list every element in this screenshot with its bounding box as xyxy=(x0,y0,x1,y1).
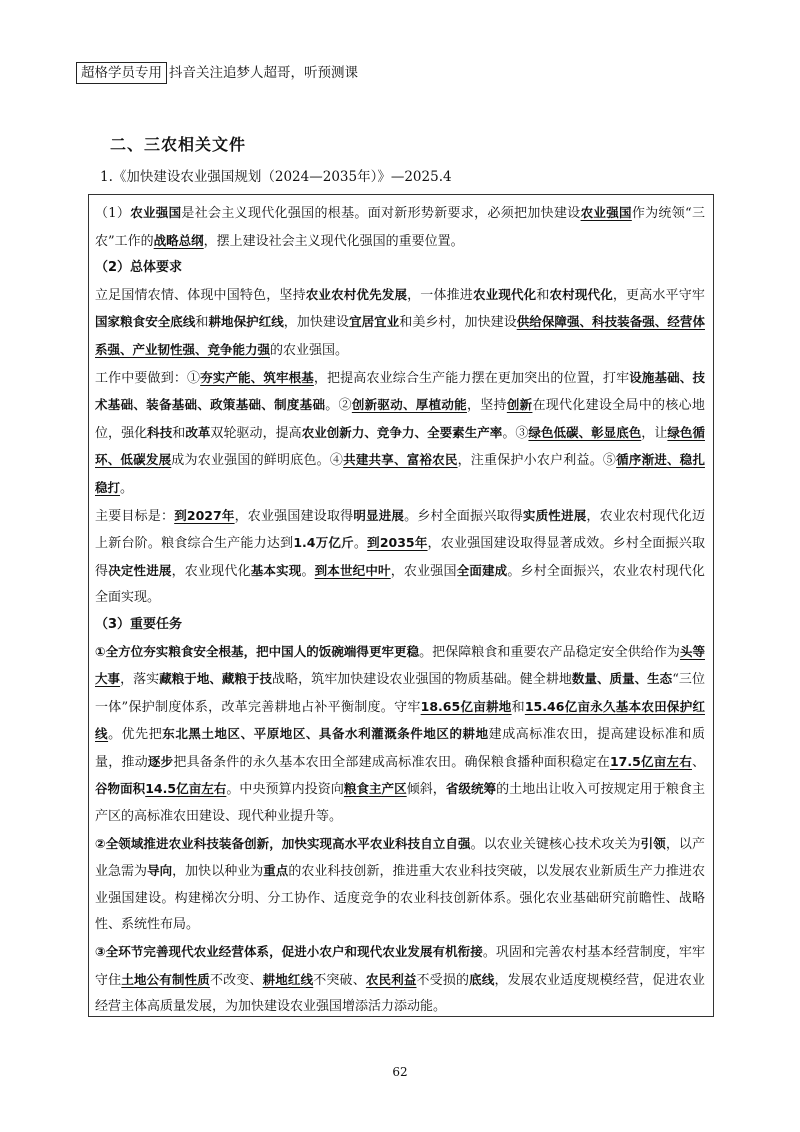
text-run: 是社会主义现代化强国的根基。面对新形势新要求，必须把加快建设 xyxy=(181,206,581,221)
text-run: 和 xyxy=(172,425,186,441)
emphasis-underlined: 绿色循环、低碳发展 xyxy=(95,424,705,468)
emphasis-bold: 农业现代化 xyxy=(472,286,537,302)
emphasis-underlined: 夯实产能、筑牢根基 xyxy=(200,369,314,385)
text-run: ，农业强国 xyxy=(390,563,457,579)
text-run: （1） xyxy=(95,206,131,221)
emphasis-underlined: 供给保障强、科技装备强、经营体系强、产业韧性强、竞争能力强 xyxy=(95,314,705,357)
text-run: ，摆上建设社会主义现代化强国的重要位置。 xyxy=(203,233,464,249)
emphasis-underlined: 到2027年 xyxy=(174,507,235,523)
text-run: ，坚持 xyxy=(466,398,507,414)
text-run: 。巩固和完善农村基本经营制度，牢牢守住 xyxy=(95,945,705,988)
text-run: “三位一体”保护制度体系，改革完善耕地占补平衡制度。守牢 xyxy=(95,672,705,715)
emphasis-bold: 决定性进展 xyxy=(108,562,172,578)
paragraph-6 xyxy=(95,831,705,939)
emphasis-bold: 农业农村优先发展 xyxy=(305,286,408,302)
emphasis-underlined: 创新驱动、厚植动能 xyxy=(351,397,467,413)
text-run: 立足国情农情、体现中国特色，坚持 xyxy=(95,287,306,303)
emphasis-underlined: 战略总纲 xyxy=(153,232,204,248)
emphasis-underlined: 农民利益 xyxy=(365,971,417,987)
emphasis-underlined: 土地公有制性质 xyxy=(121,971,210,987)
emphasis-underlined: 到本世纪中叶 xyxy=(314,562,391,578)
text-run: ，以产业急需为 xyxy=(95,836,705,880)
emphasis-underlined: 耕地红线 xyxy=(262,971,314,987)
emphasis-bold: 宜居宜业 xyxy=(349,314,400,330)
text-run: 、 xyxy=(691,754,705,770)
emphasis-bold: ①全方位夯实粮食安全根基，把中国人的饭碗端得更牢更稳 xyxy=(95,643,420,659)
emphasis-underlined: 农业强国 xyxy=(580,205,632,220)
emphasis-bold: ③全环节完善现代农业经营体系，促进小农户和现代农业发展有机衔接 xyxy=(95,944,483,960)
emphasis-underlined: 18.65亿亩耕地 xyxy=(420,698,512,714)
text-run: 。 xyxy=(120,480,134,496)
emphasis-bold: 重点 xyxy=(263,863,289,879)
text-run: ，农业强国建设取得 xyxy=(234,508,354,524)
text-run: 。把保障粮食和重要农产品稳定安全供给作为 xyxy=(419,644,680,660)
emphasis-underlined: 15.46亿亩永久基本农田保护红线 xyxy=(95,698,705,742)
content-box xyxy=(88,194,714,1017)
paragraph-3 xyxy=(95,365,705,503)
emphasis-bold: 底线 xyxy=(469,971,495,987)
page-number: 62 xyxy=(392,1065,408,1079)
text-run: ，更高水平守牢 xyxy=(612,287,705,303)
text-run: ，农业强国建设取得显著成效。乡村全面振兴取得 xyxy=(95,536,705,579)
emphasis-bold: 国家粮食安全底线 xyxy=(95,314,196,330)
emphasis-underlined: 循序渐进、稳扎稳打 xyxy=(95,452,705,495)
text-run: ，发展农业适度规模经营，促进农业经营主体高质量发展，为加快建设农业强国增添活力添动能。 xyxy=(95,972,705,1015)
text-run: ，农业农村现代化迈上新台阶。粮食综合生产能力达到 xyxy=(95,508,705,552)
text-run: 的农业科技创新，推进重大农业科技突破，以发展农业新质生产力推进农业强国建设。构建梯次分明、分工协作、适度竞争的农业科技创新体系。强化农业基础研究前瞻性、战略性、系统性布局。 xyxy=(95,864,705,933)
header-tag: 超格学员专用 xyxy=(76,62,167,84)
text-run: 双轮驱动，提高 xyxy=(210,425,302,441)
header-text: 抖音关注追梦人超哥，听预测课 xyxy=(169,65,358,81)
emphasis-bold: 数量、质量、生态 xyxy=(571,671,673,687)
emphasis-underlined: 17.5亿亩左右 xyxy=(609,753,692,769)
emphasis-bold: 省级统筹 xyxy=(445,781,497,797)
paragraph-4 xyxy=(95,503,705,612)
emphasis-bold: 实质性进展 xyxy=(522,507,587,523)
text-run: 和 xyxy=(195,315,209,331)
text-run: 的农业强国。 xyxy=(270,342,349,358)
text-run: 不突破、 xyxy=(313,972,366,988)
emphasis-bold: ②全领域推进农业科技装备创新，加快实现高水平农业科技自立自强 xyxy=(95,835,471,851)
text-run: ，一体推进 xyxy=(407,287,473,303)
text-run: 不改变、 xyxy=(209,972,263,988)
text-run: 工作中要做到：① xyxy=(95,370,201,386)
text-run: 作为统领“三农”工作的 xyxy=(95,206,705,249)
heading-key-tasks: （3）重要任务 xyxy=(95,616,183,632)
document-title: 1.《加快建设农业强国规划（2024—2035年）》—2025.4 xyxy=(100,169,452,185)
text-run: ，加快以种业为 xyxy=(172,864,264,880)
text-run: 。以农业关键核心技术攻关为 xyxy=(470,836,641,852)
text-run: ，农业现代化 xyxy=(171,563,251,579)
emphasis-bold: 藏粮于地、藏粮于技 xyxy=(159,671,273,687)
text-run: 成为农业强国的鲜明底色。④ xyxy=(171,453,344,469)
emphasis-underlined: 共建共享、富裕农民 xyxy=(343,452,458,468)
text-run: ，加快建设 xyxy=(283,315,350,331)
text-run: ，注重保护小农户利益。⑤ xyxy=(457,453,617,469)
paragraph-1 xyxy=(95,200,705,255)
text-run: 。优先把 xyxy=(108,727,163,743)
emphasis-bold: 农业创新力、竞争力、全要素生产率 xyxy=(301,424,503,440)
text-run: 主要目标是： xyxy=(95,508,175,524)
emphasis-underlined: 粮食主产区 xyxy=(343,781,407,797)
text-run: ，让 xyxy=(641,425,668,441)
emphasis-underlined: 14.5亿亩左右 xyxy=(145,781,227,797)
emphasis-bold: 设施基础、技术基础、装备基础、政策基础、制度基础 xyxy=(95,369,705,413)
text-run: ，落实 xyxy=(120,672,160,688)
emphasis-bold: 1.4万亿斤 xyxy=(293,535,354,551)
text-run: 。乡村全面振兴，农业农村现代化全面实现。 xyxy=(95,563,705,606)
emphasis-bold: 耕地保护红线 xyxy=(208,314,284,330)
text-run: 和 xyxy=(536,287,550,303)
section-title: 二、三农相关文件 xyxy=(110,135,247,154)
paragraph-7 xyxy=(95,939,705,1021)
text-run: 和美乡村，加快建设 xyxy=(399,315,517,331)
emphasis-underlined: 头等大事 xyxy=(95,643,705,687)
emphasis-bold: 谷物面积 xyxy=(95,781,146,797)
text-run: 和 xyxy=(511,699,525,715)
text-run: ，把提高农业综合生产能力摆在更加突出的位置，打牢 xyxy=(313,370,630,386)
text-run: 。 xyxy=(353,536,368,552)
paragraph-2 xyxy=(95,282,705,365)
emphasis-bold: 明显进展 xyxy=(353,507,405,523)
text-run: 建成高标准农田，提高建设标准和质量，推动 xyxy=(95,727,705,770)
text-run: 。乡村全面振兴取得 xyxy=(404,508,523,524)
emphasis-underlined: 到2035年 xyxy=(367,535,428,551)
text-run: 不受损的 xyxy=(416,972,470,988)
emphasis-underlined: 创新 xyxy=(506,397,533,413)
emphasis-bold: 东北黑土地区、平原地区、具备水利灌溉条件地区的耕地 xyxy=(162,726,489,742)
emphasis-bold: 导向 xyxy=(147,863,173,879)
page-header xyxy=(76,62,358,84)
text-run: 。 xyxy=(301,563,315,579)
emphasis-bold: 全面建成 xyxy=(456,562,508,578)
emphasis-bold: 农业强国 xyxy=(130,205,182,220)
emphasis-bold: 科技 xyxy=(147,424,173,440)
text-run: 的土地出让收入可按规定用于粮食主产区的高标准农田建设、现代种业提升等。 xyxy=(95,782,705,825)
text-run: 把具备条件的永久基本农田全部建成高标准农田。确保粮食播种面积稳定在 xyxy=(173,754,610,770)
emphasis-bold: 基本实现 xyxy=(250,562,302,578)
emphasis-bold: 引领 xyxy=(640,835,666,851)
emphasis-bold: 改革 xyxy=(185,424,211,440)
emphasis-bold: 农村现代化 xyxy=(549,286,613,302)
text-run: 战略，筑牢加快建设农业强国的物质基础。健全耕地 xyxy=(272,672,572,688)
text-run: 在现代化建设全局中的核心地位，强化 xyxy=(95,398,705,441)
heading-overall-requirements: （2）总体要求 xyxy=(95,260,183,276)
emphasis-bold: 逐步 xyxy=(147,753,174,769)
text-run: 。② xyxy=(325,398,352,414)
text-run: 。中央预算内投资向 xyxy=(226,782,344,798)
text-run: 。③ xyxy=(502,425,529,441)
paragraph-5 xyxy=(95,639,705,831)
text-run: 倾斜， xyxy=(406,782,446,798)
emphasis-underlined: 绿色低碳、彰显底色 xyxy=(528,424,642,440)
